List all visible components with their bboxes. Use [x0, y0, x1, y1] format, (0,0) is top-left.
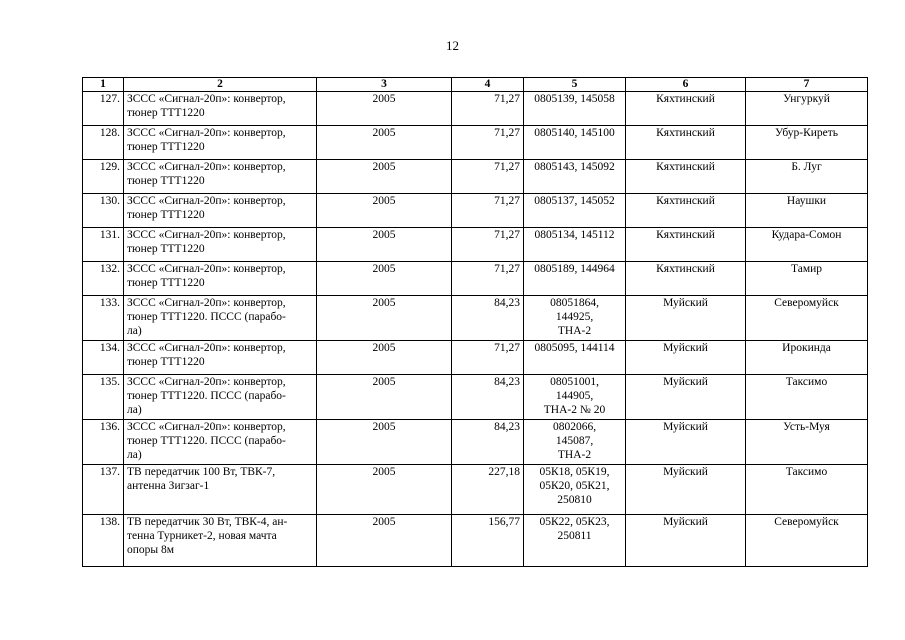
year-cell: [317, 341, 452, 375]
location-cell: [746, 375, 868, 420]
cost-cell-text: 227,18: [488, 466, 520, 478]
location-cell: [746, 228, 868, 262]
district-cell-text: Кяхтинский: [656, 195, 715, 207]
year-cell-text: 2005: [372, 229, 396, 241]
location-cell-text: Таксимо: [785, 466, 828, 478]
year-cell: [317, 515, 452, 567]
inventory-number-text: 0805137, 145052: [534, 195, 615, 207]
inventory-number-text: 0805143, 145092: [534, 161, 615, 173]
row-number: [83, 194, 124, 228]
district-cell: [626, 228, 746, 262]
location-cell-text: Северомуйск: [774, 516, 839, 528]
equipment-name: [124, 375, 317, 420]
table-row: [83, 228, 868, 262]
district-cell: [626, 515, 746, 567]
location-cell: [746, 420, 868, 465]
inventory-number-text: 05К22, 05К23, 250811: [539, 516, 610, 542]
inventory-number: [524, 515, 626, 567]
equipment-name: [124, 296, 317, 341]
cost-cell-text: 84,23: [494, 376, 520, 388]
table-row: [83, 160, 868, 194]
equipment-name: [124, 341, 317, 375]
year-cell-text: 2005: [372, 466, 396, 478]
inventory-number: [524, 160, 626, 194]
year-cell: [317, 262, 452, 296]
year-cell: [317, 92, 452, 126]
year-cell-text: 2005: [372, 297, 396, 309]
location-cell-text: Б. Луг: [791, 161, 822, 173]
cost-cell-text: 71,27: [494, 161, 520, 173]
district-cell: [626, 465, 746, 515]
inventory-number-text: 05К18, 05К19, 05К20, 05К21, 250810: [539, 466, 610, 506]
district-cell: [626, 194, 746, 228]
location-cell-text: Унгуркуй: [783, 93, 830, 105]
district-cell-text: Муйский: [663, 421, 708, 433]
row-number-text: 129.: [99, 161, 120, 173]
table-row: [83, 296, 868, 341]
equipment-name: [124, 126, 317, 160]
equipment-name-text: ЗССС «Сигнал-20п»: конвертор, тюнер ТТТ1220: [127, 93, 286, 119]
equipment-name-text: ЗССС «Сигнал-20п»: конвертор, тюнер ТТТ1220. ПССС (парабо- ла): [127, 421, 286, 461]
table-row: [83, 465, 868, 515]
inventory-number-text: 08051864, 144925, ТНА-2: [550, 297, 599, 337]
year-cell: [317, 160, 452, 194]
cost-cell: [452, 375, 524, 420]
equipment-name: [124, 228, 317, 262]
inventory-number: [524, 420, 626, 465]
table-body: [83, 92, 868, 567]
district-cell-text: Муйский: [663, 376, 708, 388]
district-cell: [626, 341, 746, 375]
row-number: [83, 92, 124, 126]
table-row: [83, 420, 868, 465]
location-cell: [746, 126, 868, 160]
cost-cell: [452, 126, 524, 160]
year-cell-text: 2005: [372, 342, 396, 354]
district-cell: [626, 420, 746, 465]
header-col-3: 3: [317, 78, 452, 92]
equipment-name-text: ЗССС «Сигнал-20п»: конвертор, тюнер ТТТ1220: [127, 342, 286, 368]
year-cell-text: 2005: [372, 376, 396, 388]
cost-cell-text: 71,27: [494, 127, 520, 139]
row-number-text: 133.: [99, 297, 120, 309]
row-number-text: 137.: [99, 466, 120, 478]
cost-cell-text: 71,27: [494, 229, 520, 241]
year-cell-text: 2005: [372, 421, 396, 433]
cost-cell-text: 84,23: [494, 297, 520, 309]
location-cell-text: Кудара-Сомон: [771, 229, 842, 241]
district-cell: [626, 262, 746, 296]
row-number-text: 135.: [99, 376, 120, 388]
district-cell: [626, 375, 746, 420]
location-cell-text: Ирокинда: [782, 342, 831, 354]
district-cell-text: Кяхтинский: [656, 263, 715, 275]
row-number: [83, 420, 124, 465]
cost-cell-text: 84,23: [494, 421, 520, 433]
year-cell: [317, 228, 452, 262]
year-cell: [317, 375, 452, 420]
inventory-number: [524, 194, 626, 228]
inventory-number: [524, 92, 626, 126]
table-row: [83, 194, 868, 228]
table-row: [83, 92, 868, 126]
year-cell-text: 2005: [372, 161, 396, 173]
row-number-text: 130.: [99, 195, 120, 207]
district-cell: [626, 160, 746, 194]
district-cell-text: Кяхтинский: [656, 93, 715, 105]
cost-cell: [452, 420, 524, 465]
cost-cell: [452, 296, 524, 341]
year-cell: [317, 465, 452, 515]
inventory-number-text: 0805139, 145058: [534, 93, 615, 105]
equipment-name-text: ЗССС «Сигнал-20п»: конвертор, тюнер ТТТ1220. ПССС (парабо- ла): [127, 297, 286, 337]
inventory-number: [524, 228, 626, 262]
location-cell: [746, 465, 868, 515]
equipment-name-text: ЗССС «Сигнал-20п»: конвертор, тюнер ТТТ1220: [127, 195, 286, 221]
table-row: [83, 341, 868, 375]
cost-cell: [452, 228, 524, 262]
inventory-number: [524, 465, 626, 515]
row-number: [83, 126, 124, 160]
table-row: [83, 375, 868, 420]
year-cell-text: 2005: [372, 516, 396, 528]
location-cell-text: Северомуйск: [774, 297, 839, 309]
cost-cell: [452, 160, 524, 194]
location-cell-text: Тамир: [790, 263, 823, 275]
inventory-number-text: 0802066, 145087, ТНА-2: [552, 421, 597, 461]
cost-cell: [452, 341, 524, 375]
location-cell: [746, 296, 868, 341]
inventory-number: [524, 126, 626, 160]
year-cell: [317, 420, 452, 465]
district-cell-text: Кяхтинский: [656, 229, 715, 241]
location-cell: [746, 160, 868, 194]
row-number: [83, 465, 124, 515]
row-number-text: 127.: [99, 93, 120, 105]
equipment-name-text: ЗССС «Сигнал-20п»: конвертор, тюнер ТТТ1220: [127, 229, 286, 255]
location-cell: [746, 92, 868, 126]
cost-cell: [452, 194, 524, 228]
cost-cell-text: 71,27: [494, 195, 520, 207]
row-number: [83, 296, 124, 341]
year-cell: [317, 194, 452, 228]
row-number-text: 131.: [99, 229, 120, 241]
equipment-name: [124, 160, 317, 194]
inventory-number-text: 0805140, 145100: [534, 127, 615, 139]
inventory-number: [524, 262, 626, 296]
equipment-name-text: ЗССС «Сигнал-20п»: конвертор, тюнер ТТТ1220. ПССС (парабо- ла): [127, 376, 286, 416]
district-cell-text: Муйский: [663, 297, 708, 309]
location-cell: [746, 194, 868, 228]
header-col-2: 2: [124, 78, 317, 92]
row-number: [83, 228, 124, 262]
cost-cell-text: 156,77: [488, 516, 520, 528]
equipment-name-text: ЗССС «Сигнал-20п»: конвертор, тюнер ТТТ1220: [127, 161, 286, 187]
cost-cell: [452, 92, 524, 126]
equipment-name-text: ТВ передатчик 100 Вт, ТВК-7, антенна Зигзаг-1: [127, 466, 276, 492]
header-col-6: 6: [626, 78, 746, 92]
location-cell-text: Усть-Муя: [783, 421, 830, 433]
cost-cell-text: 71,27: [494, 93, 520, 105]
page-number: 12: [446, 38, 459, 53]
cost-cell: [452, 465, 524, 515]
location-cell-text: Убур-Киреть: [774, 127, 839, 139]
cost-cell: [452, 262, 524, 296]
year-cell-text: 2005: [372, 263, 396, 275]
row-number: [83, 375, 124, 420]
equipment-name: [124, 420, 317, 465]
location-cell-text: Таксимо: [785, 376, 828, 388]
row-number: [83, 515, 124, 567]
district-cell-text: Муйский: [663, 342, 708, 354]
inventory-number-text: 08051001, 144905, ТНА-2 № 20: [543, 376, 606, 416]
header-col-5: 5: [524, 78, 626, 92]
header-col-7: 7: [746, 78, 868, 92]
header-col-4: 4: [452, 78, 524, 92]
district-cell: [626, 296, 746, 341]
year-cell-text: 2005: [372, 93, 396, 105]
row-number-text: 136.: [99, 421, 120, 433]
district-cell-text: Кяхтинский: [656, 161, 715, 173]
equipment-name-text: ЗССС «Сигнал-20п»: конвертор, тюнер ТТТ1220: [127, 127, 286, 153]
district-cell-text: Муйский: [663, 516, 708, 528]
row-number-text: 132.: [99, 263, 120, 275]
row-number: [83, 341, 124, 375]
header-row: [83, 78, 868, 92]
row-number: [83, 262, 124, 296]
row-number: [83, 160, 124, 194]
table-row: [83, 262, 868, 296]
cost-cell: [452, 515, 524, 567]
inventory-number-text: 0805095, 144114: [534, 342, 615, 354]
row-number-text: 128.: [99, 127, 120, 139]
table-row: [83, 126, 868, 160]
year-cell-text: 2005: [372, 195, 396, 207]
equipment-name-text: ЗССС «Сигнал-20п»: конвертор, тюнер ТТТ1220: [127, 263, 286, 289]
equipment-name: [124, 465, 317, 515]
location-cell-text: Наушки: [786, 195, 827, 207]
equipment-name: [124, 194, 317, 228]
row-number-text: 138.: [99, 516, 120, 528]
district-cell-text: Муйский: [663, 466, 708, 478]
equipment-name: [124, 262, 317, 296]
inventory-number: [524, 375, 626, 420]
equipment-name: [124, 92, 317, 126]
location-cell: [746, 341, 868, 375]
equipment-name: [124, 515, 317, 567]
location-cell: [746, 262, 868, 296]
table-row: [83, 515, 868, 567]
inventory-number: [524, 341, 626, 375]
district-cell-text: Кяхтинский: [656, 127, 715, 139]
equipment-table: [82, 77, 868, 567]
year-cell: [317, 296, 452, 341]
location-cell: [746, 515, 868, 567]
cost-cell-text: 71,27: [494, 263, 520, 275]
year-cell: [317, 126, 452, 160]
equipment-name-text: ТВ передатчик 30 Вт, ТВК-4, ан- тенна Турникет-2, новая мачта опоры 8м: [127, 516, 288, 556]
row-number-text: 134.: [99, 342, 120, 354]
year-cell-text: 2005: [372, 127, 396, 139]
district-cell: [626, 92, 746, 126]
district-cell: [626, 126, 746, 160]
cost-cell-text: 71,27: [494, 342, 520, 354]
inventory-number-text: 0805134, 145112: [534, 229, 615, 241]
inventory-number: [524, 296, 626, 341]
inventory-number-text: 0805189, 144964: [534, 263, 615, 275]
header-col-1: 1: [83, 78, 124, 92]
